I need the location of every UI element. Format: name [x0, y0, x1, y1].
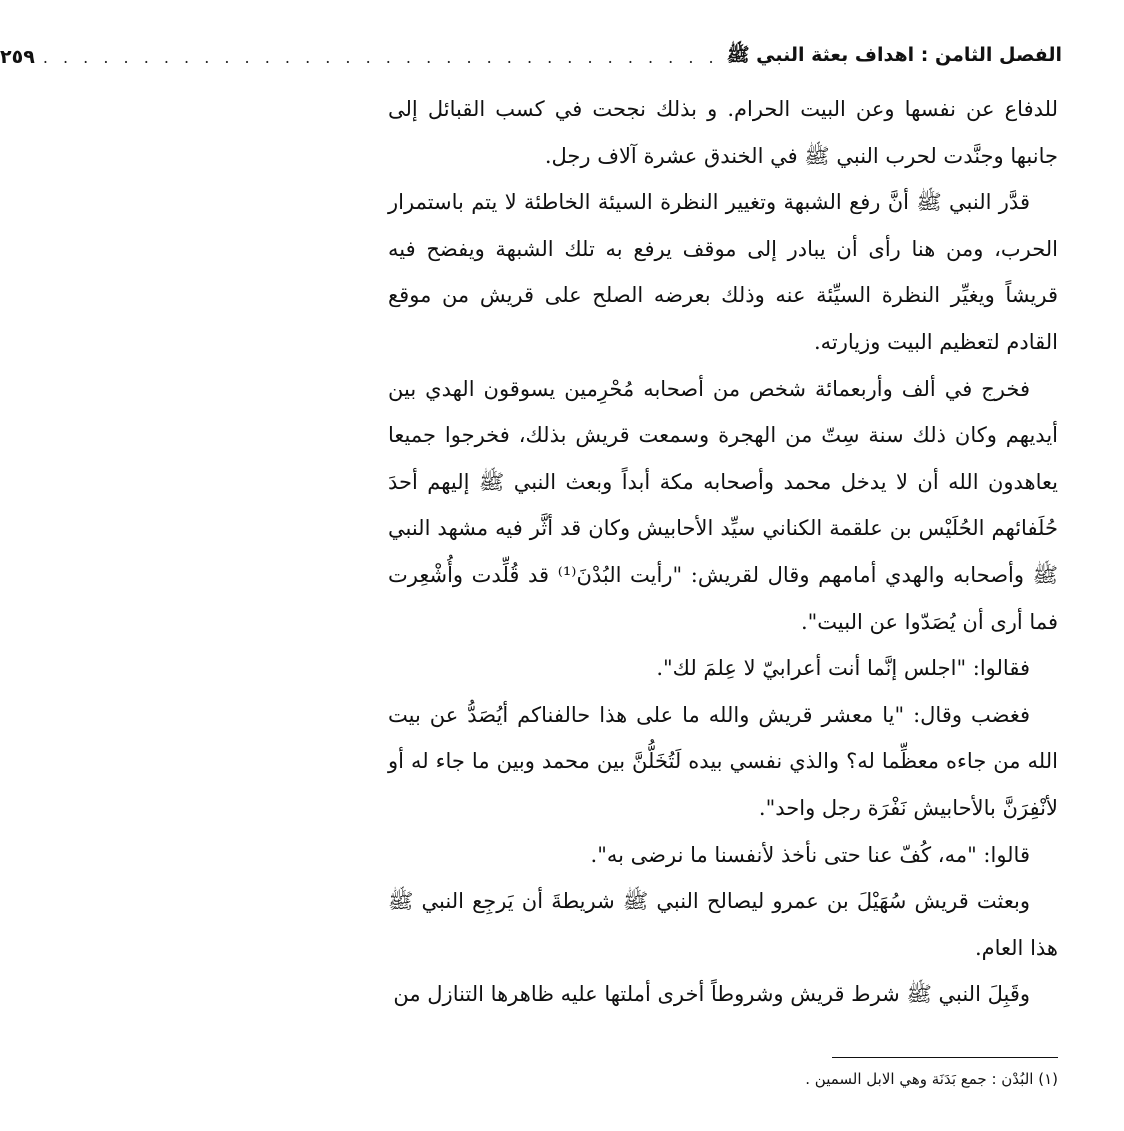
leader-dots: . . . . . . . . . . . . . . . . . . . . . . . . . . . . . . . . . . — [42, 47, 719, 67]
paragraph: وبعثت قريش سُهَيْلَ بن عمرو ليصالح النبي ﷺ شريطةَ أن يَرجِع النبي ﷺ هذا العام. — [388, 889, 1058, 960]
paragraph: قالوا: "مه، كُفّ عنا حتى نأخذ لأنفسنا ما نرضى به". — [590, 842, 1030, 867]
paragraph: فخرج في ألف وأربعمائة شخص من أصحابه مُحْرِمين يسوقون الهدي بين أيديهم وكان ذلك سنة سِتّ من الهجرة وسمعت قريش بذلك، فخرجوا جميعا يعاهدون الله أن لا يدخل محمد وأصحابه مكة أبداً وبعث النبي ﷺ إليهم أحدَ حُلَفائهم الحُلَيْس بن علقمة الكناني سيِّد الأحابيش وكان قد أثَّر فيه مشهد النبي ﷺ وأصحابه والهدي أمامهم وقال لقريش: "رأيت البُدْنَ⁽¹⁾ قد قُلِّدت وأُشْعِرت فما أرى أن يُصَدّوا عن البيت". — [388, 376, 1058, 634]
chapter-title: الفصل الثامن : اهداف بعثة النبي ﷺ — [726, 44, 1062, 66]
paragraph: فقالوا: "اجلس إنَّما أنت أعرابيّ لا عِلمَ لك". — [656, 656, 1030, 681]
footnote: (١) البُدْن : جمع بَدَنَة وهي الابل السمين . — [805, 1070, 1058, 1088]
footnote-divider — [832, 1057, 1058, 1058]
paragraph: وقَبِلَ النبي ﷺ شرط قريش وشروطاً أخرى أملتها عليه ظاهرها التنازل من — [393, 982, 1030, 1007]
main-text — [388, 86, 1058, 1018]
page-number: ٢٥٩ — [0, 46, 35, 68]
paragraph: قدَّر النبي ﷺ أنَّ رفع الشبهة وتغيير النظرة السيئة الخاطئة لا يتم باستمرار الحرب، ومن هنا رأى أن يبادر إلى موقف يرفع به تلك الشبهة ويفضح فيه قريشاً ويغيِّر النظرة السيِّئة عنه وذلك بعرضه الصلح على قريش من موقع القادم لتعظيم البيت وزيارته. — [388, 190, 1058, 354]
paragraph: فغضب وقال: "يا معشر قريش والله ما على هذا حالفناكم أيُصَدُّ عن بيت الله من جاءه معظِّما له؟ والذي نفسي بيده لَتُخَلُّنَّ بين محمد وبين ما جاء له أو لأنْفِرَنَّ بالأحابيش نَفْرَة رجل واحد". — [388, 702, 1058, 820]
running-header — [0, 40, 1062, 74]
paragraph: للدفاع عن نفسها وعن البيت الحرام. و بذلك نجحت في كسب القبائل إلى جانبها وجنَّدت لحرب النبي ﷺ في الخندق عشرة آلاف رجل. — [388, 97, 1058, 168]
